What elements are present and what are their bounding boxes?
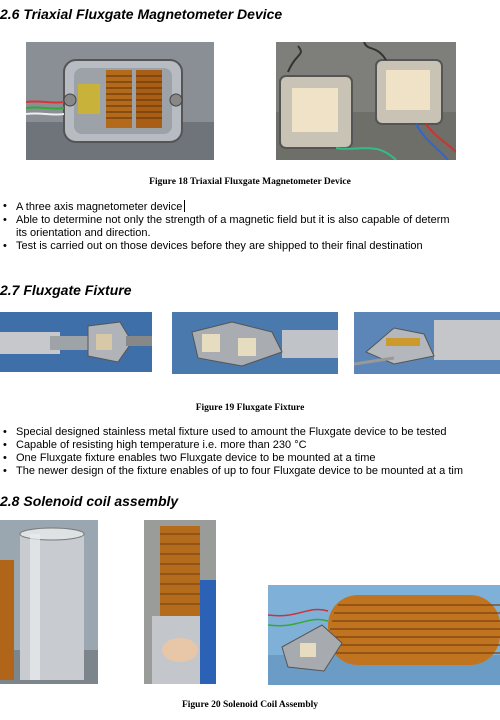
figure-caption-20: Figure 20 Solenoid Coil Assembly [181, 700, 318, 710]
photo-solenoid-coil-closeup [268, 585, 500, 685]
section-heading-2-8: 2.8 Solenoid coil assembly [0, 493, 179, 509]
list-item: • Capable of resisting high temperature i.e. more than 230 °C [0, 439, 500, 452]
photo-fixture-2 [172, 312, 338, 374]
photo-solenoid-hand [144, 520, 216, 684]
text-cursor [184, 200, 185, 212]
bullet-list-magnetometer [0, 200, 500, 253]
list-item: • One Fluxgate fixture enables two Fluxgate device to be mounted at a time [0, 452, 500, 465]
list-item: • The newer design of the fixture enables of up to four Fluxgate device to be mounted at a tim [0, 465, 500, 478]
list-item: • Able to determine not only the strength of a magnetic field but it is also capable of determ its orientation and direction. [0, 214, 500, 240]
bullet-list-fixture [0, 426, 500, 478]
list-item: • Test is carried out on those devices before they are shipped to their final destination [0, 240, 500, 253]
list-item: • Special designed stainless metal fixture used to amount the Fluxgate device to be tested [0, 426, 500, 439]
photo-fixture-3 [354, 312, 500, 374]
figure-caption-19: Figure 19 Fluxgate Fixture [195, 403, 305, 413]
figure-caption-18: Figure 18 Triaxial Fluxgate Magnetometer Device [149, 177, 351, 187]
photo-solenoid-cylinder [0, 520, 98, 684]
photo-magnetometer-pair [276, 42, 456, 160]
section-heading-2-7: 2.7 Fluxgate Fixture [0, 282, 132, 298]
section-heading-2-6: 2.6 Triaxial Fluxgate Magnetometer Device [0, 6, 283, 22]
photo-magnetometer-open [26, 42, 214, 160]
photo-fixture-1 [0, 312, 152, 372]
list-item: • A three axis magnetometer device [0, 200, 500, 214]
